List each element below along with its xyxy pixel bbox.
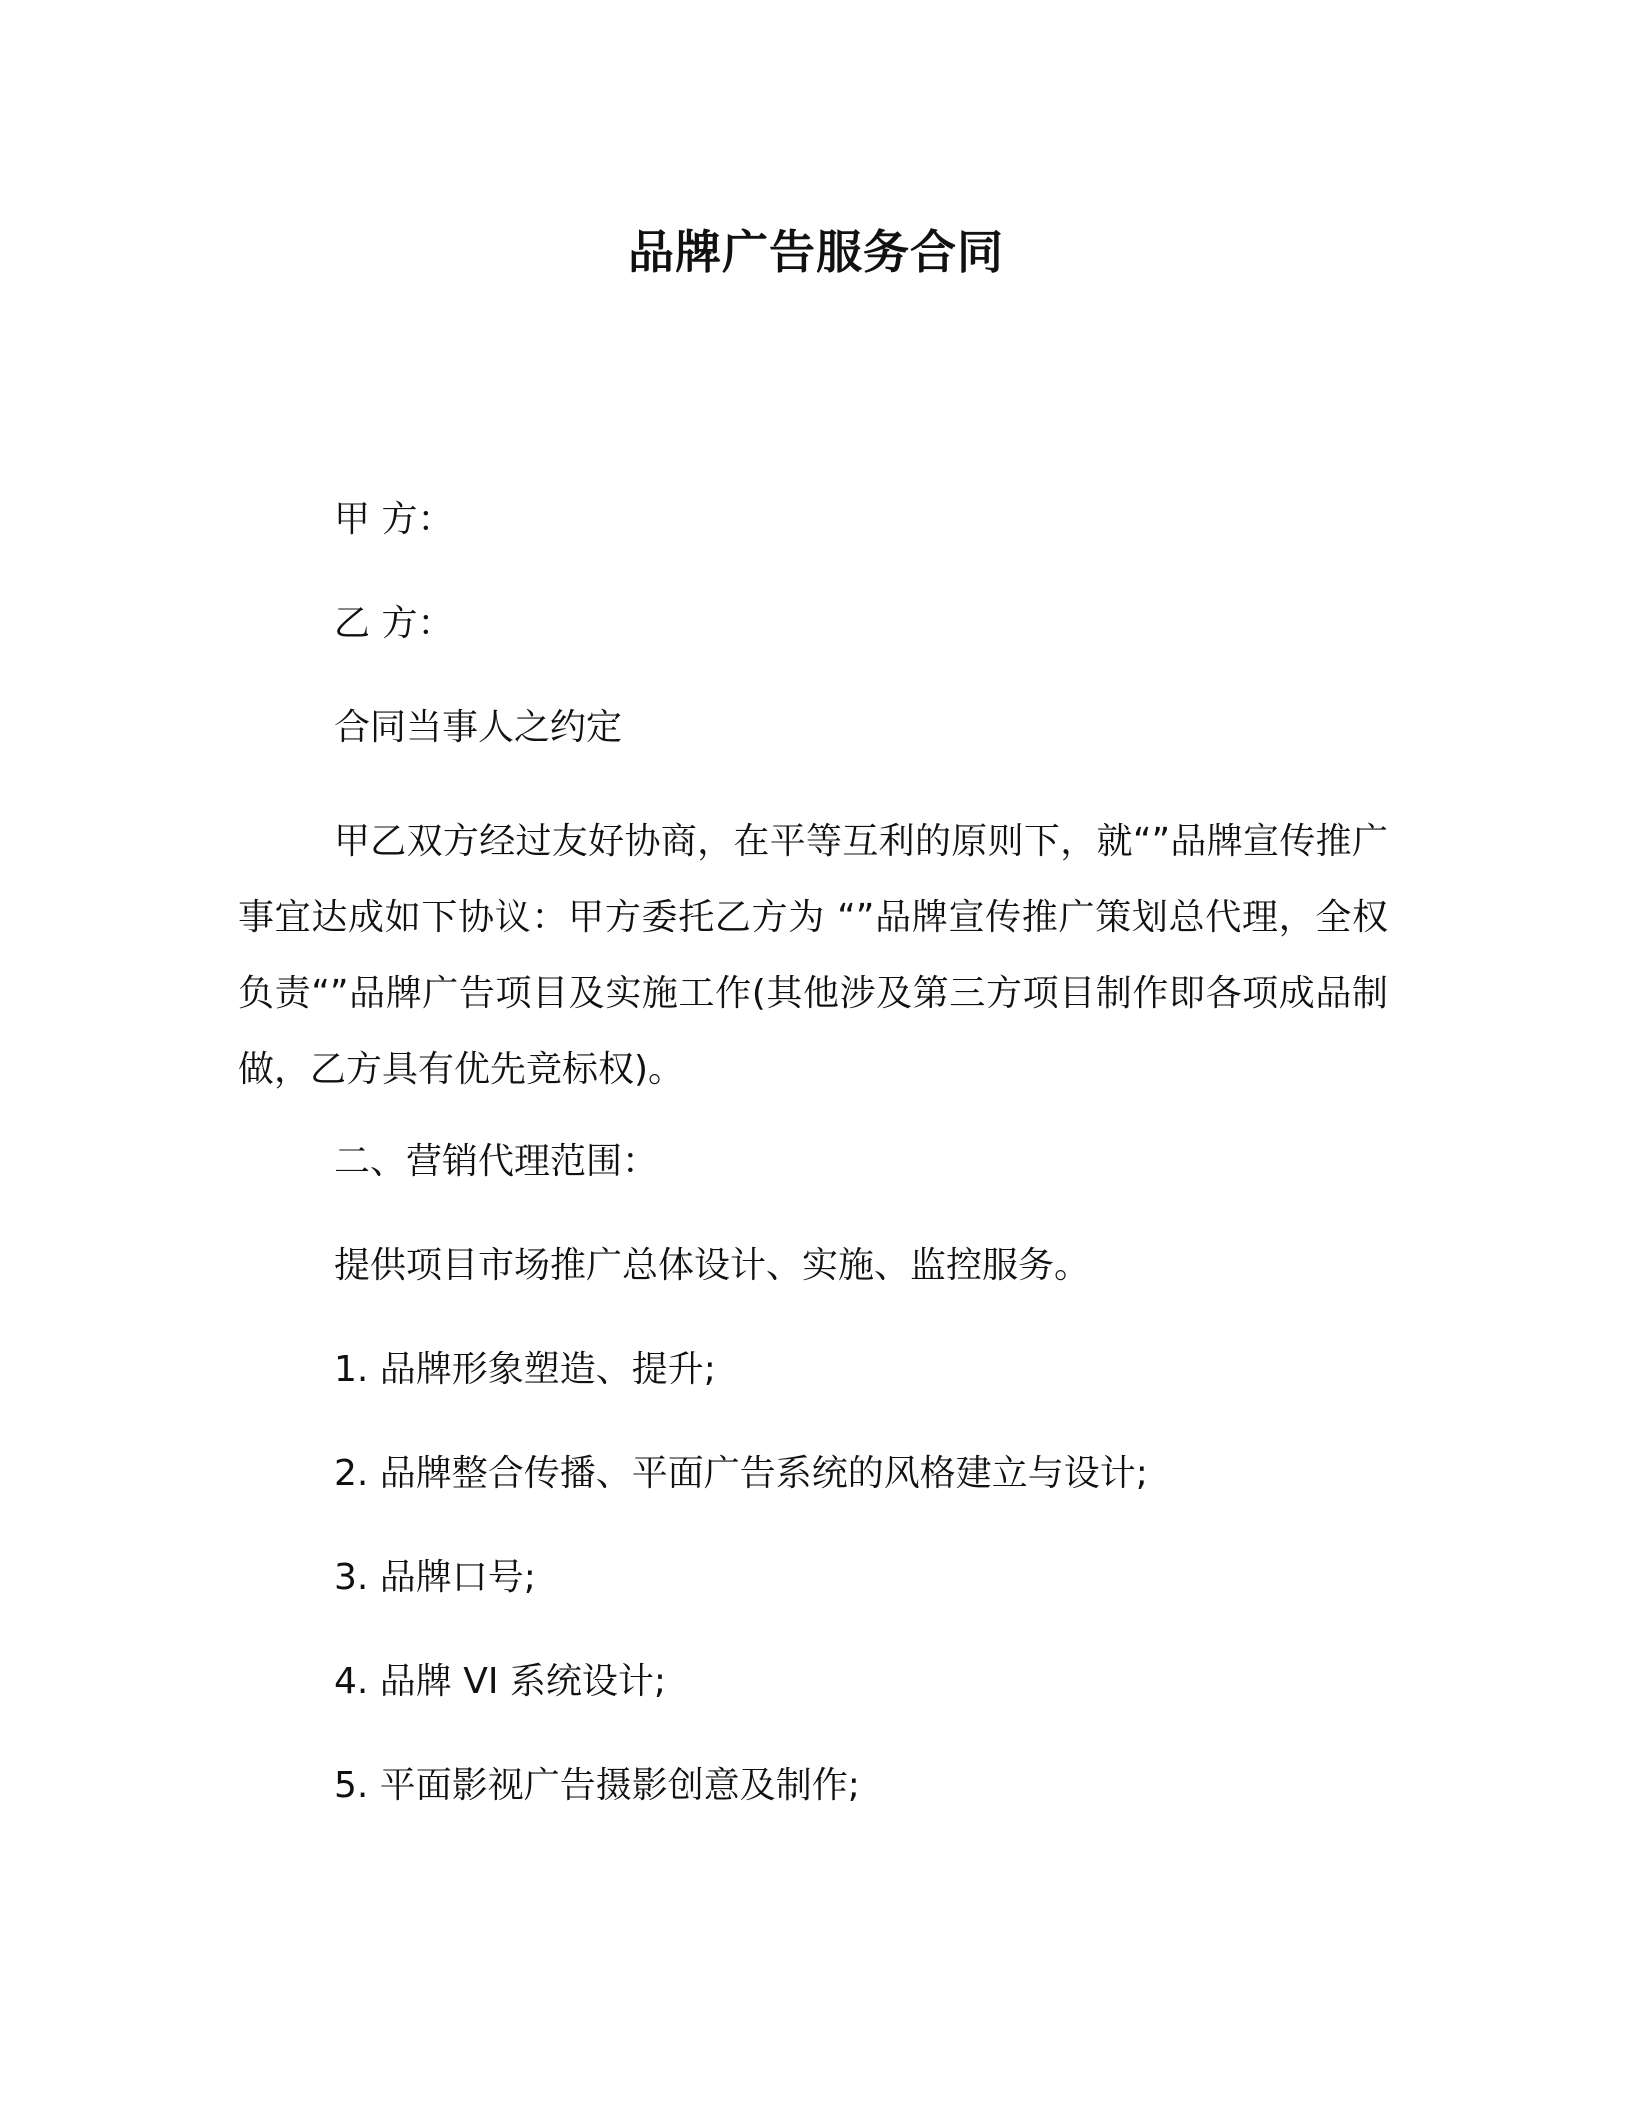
party-a-label: 甲 方： xyxy=(334,499,454,540)
party-b-label: 乙 方： xyxy=(334,603,454,644)
intro-paragraph: 甲乙双方经过友好协商，在平等互利的原则下，就“”品牌宣传推广事宜达成如下协议：甲方委托乙方为 “”品牌宣传推广策划总代理，全权负责“”品牌广告项目及实施工作(其他涉及第三方项目制作即各项成品制做，乙方具有优先竞标权)。 xyxy=(238,821,1388,1090)
list-item: 2. 品牌整合传播、平面广告系统的风格建立与设计; xyxy=(334,1453,1148,1494)
section-two-intro: 提供项目市场推广总体设计、实施、监控服务。 xyxy=(334,1245,1091,1286)
document-title: 品牌广告服务合同 xyxy=(628,225,1004,279)
agreement-heading: 合同当事人之约定 xyxy=(334,707,623,748)
list-item: 1. 品牌形象塑造、提升; xyxy=(334,1349,716,1390)
list-item: 5. 平面影视广告摄影创意及制作; xyxy=(334,1765,860,1806)
list-item: 4. 品牌 VI 系统设计; xyxy=(334,1661,667,1702)
list-item: 3. 品牌口号; xyxy=(334,1557,536,1598)
section-two-heading: 二、营销代理范围： xyxy=(334,1141,659,1182)
